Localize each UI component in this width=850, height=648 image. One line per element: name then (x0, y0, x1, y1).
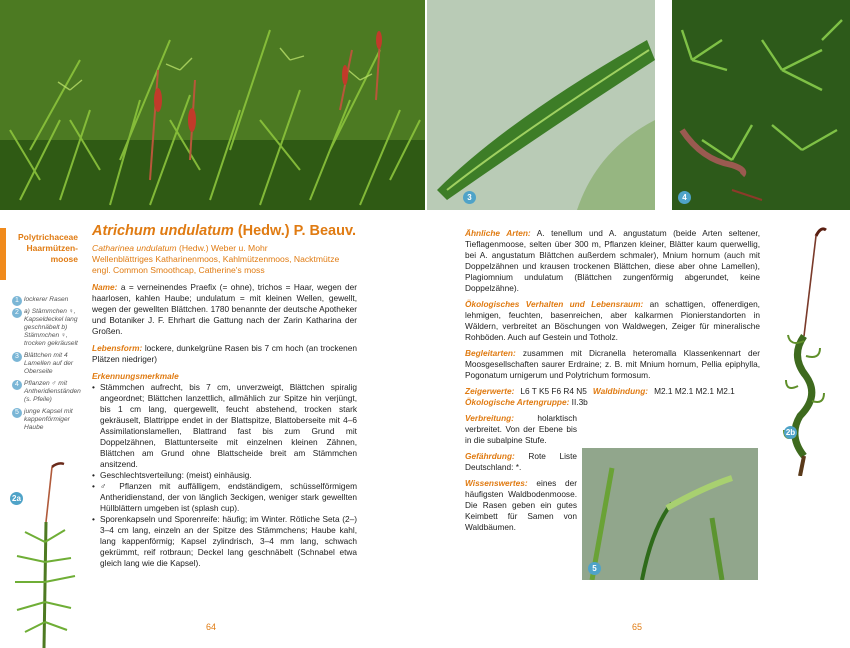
name-paragraph: Name: a = verneinendes Praefix (= ohne), trichos = Haar, wegen der haarlosen, kahlen Haube; undulatum = mit kleinen Wellen, gewellt, wegen der gewellten Blättchen. 1780 benannte der deutsche Apotheker und Botaniker J. F. Ehrhart die Gattung nach der Zarin Katharina der Großen. (92, 282, 358, 336)
photo-badge: 2b (785, 428, 796, 437)
common-names-de: Wellenblättriges Katharinenmoos, Kahlmützenmoos, Nacktmütze (92, 254, 340, 264)
photo-badge: 5 (588, 562, 601, 575)
photo-legend (12, 296, 84, 436)
photo-stem-female (0, 462, 92, 648)
indicator-values: Zeigerwerte: L6 T K5 F6 R4 N5 Waldbindung: M2.1 M2.1 M2.1 M2.1 (465, 386, 735, 396)
sidebar-tab (0, 228, 6, 280)
features-heading: Erkennungsmerkmale (92, 371, 179, 381)
companion-species: Begleitarten: zusammen mit Dicranella heteromalla Klassenkennart der Moosgesellschaften saurer Erdraine; z. B. mit Mnium hornum, Pellia epiphylla, Pogonatum urnigerum und Polytrichum formosum. (465, 348, 760, 380)
page-number-left: 64 (206, 622, 217, 632)
list-item: • Sporenkapseln und Sporenreife: häufig; im Winter. Rötliche Seta (2–) 3–4 cm lang, einzeln an der Spitze des Stämmchens; Haube kahl, lang kappenförmig; Kapsel zylindrisch, 3–4 mm lang, schwach gekrümmt, reif rotbraun; Deckel lang geschnäbelt (Schnabel etwa gleich lang wie die Kapsel). (92, 514, 357, 569)
legend-item: 3 Blättchen mit 4 Lamellen auf der Oberseite (12, 352, 84, 376)
list-item: • ♂ Pflanzen mit auffälligem, endständigem, schüsselförmigem Antheridienstand, der von länglich 3eckigen, weniger stark gewellten Hüllblättern umgeben ist (splash cup). (92, 481, 357, 514)
family-label (10, 232, 78, 265)
photo-badge: 3 (463, 191, 476, 204)
threat-status: Gefährdung: Rote Liste Deutschland: *. (465, 451, 578, 472)
legend-item: 2 a) Stämmchen ♀, Kapseldeckel lang geschnäbelt b) Stämmchen ♀, trocken gekräuselt (12, 308, 84, 348)
photo-moss-carpet (0, 0, 425, 210)
similar-species: Ähnliche Arten: A. tenellum und A. angustatum (beide Arten seltener, Tieflagenmoose, selten über 300 m, Pflanzen kleiner, Blätter kaum querwellig, bei A. angustatum Blättchen außerdem schmaler), Mnium hornum (auch mit Doppelzähnen und krausen trockenen Blättchen, diese aber ohne Lamellen), Plagiomnium undulatum (Blättchen zungenförmig abgerundet, keine Doppelzähne). (465, 228, 761, 293)
species-name: Atrichum undulatum (92, 223, 234, 239)
photo-young-capsule (582, 448, 758, 580)
species-title (92, 222, 357, 240)
list-item: • Geschlechtsverteilung: (meist) einhäusig. (92, 470, 357, 481)
synonym-name: Catharinea undulatum (92, 243, 177, 253)
legend-item: 4 Pflanzen ♂ mit Antheridienständen (s. Pfeile) (12, 380, 84, 404)
lifeform-paragraph: Lebensform: lockere, dunkelgrüne Rasen bis 7 cm hoch (an trockenen Plätzen niedriger) (92, 343, 357, 364)
ecology: Ökologisches Verhalten und Lebensraum: an schattigen, offenerdigen, lehmigen, feuchten, basenreichen, aber kalkarmen Pionierstandorten in Wäldern, verbreitet an Böschungen von Waldwegen, Zeiger für mineralische Rohböden. Auch auf Gestein und Totholz. (465, 299, 760, 342)
legend-item: 1 lockerer Rasen (12, 296, 84, 304)
family-name: Polytrichaceae (17, 232, 78, 242)
synonym-author: (Hedw.) Weber u. Mohr (178, 243, 268, 253)
synonyms (92, 243, 357, 276)
photo-stem-dry (776, 226, 850, 476)
legend-item: 5 junge Kapsel mit kappenförmiger Haube (12, 408, 84, 432)
photo-badge: 2a (10, 492, 23, 505)
photo-badge: 4 (678, 191, 691, 204)
list-item: • Stämmchen aufrecht, bis 7 cm, unverzweigt, Blättchen spiralig angeordnet; Blättchen lanzettlich, allmählich zur Spitze hin verjüngt, bis 1 cm lang, quergewellt, feucht abstehend, trocken stark gekräuselt, Blattrippe endet in der Blattspitze, Blattoberseite mit 4–6 Assimilationslamellen, Blattrand fast bis zum Grund mit Doppelzähnen, Blattunterseite mit einzelnen kleinen Zähnen, Blättchen am Grund ohne Blattscheide breit am Stämmchen ansitzend. (92, 382, 357, 470)
family-german: Haarmützen-moose (26, 243, 78, 264)
ecological-group: Ökologische Artengruppe: II.3b (465, 397, 588, 407)
page-number-right: 65 (632, 622, 643, 632)
distribution: Verbreitung: holarktisch verbreitet. Von der Ebene bis in die subalpine Stufe. (465, 413, 577, 445)
photo-leaf-closeup (427, 0, 655, 210)
common-names-en: engl. Common Smoothcap, Catherine's moss (92, 265, 265, 275)
features-list (92, 382, 357, 569)
trivia: Wissenswertes: eines der häufigsten Waldbodenmoose. Die Rasen geben ein gutes Keimbett für Samen von Waldbäumen. (465, 478, 577, 532)
species-description (92, 222, 357, 569)
species-author: (Hedw.) P. Beauv. (237, 223, 356, 239)
photo-male-plants (672, 0, 850, 210)
